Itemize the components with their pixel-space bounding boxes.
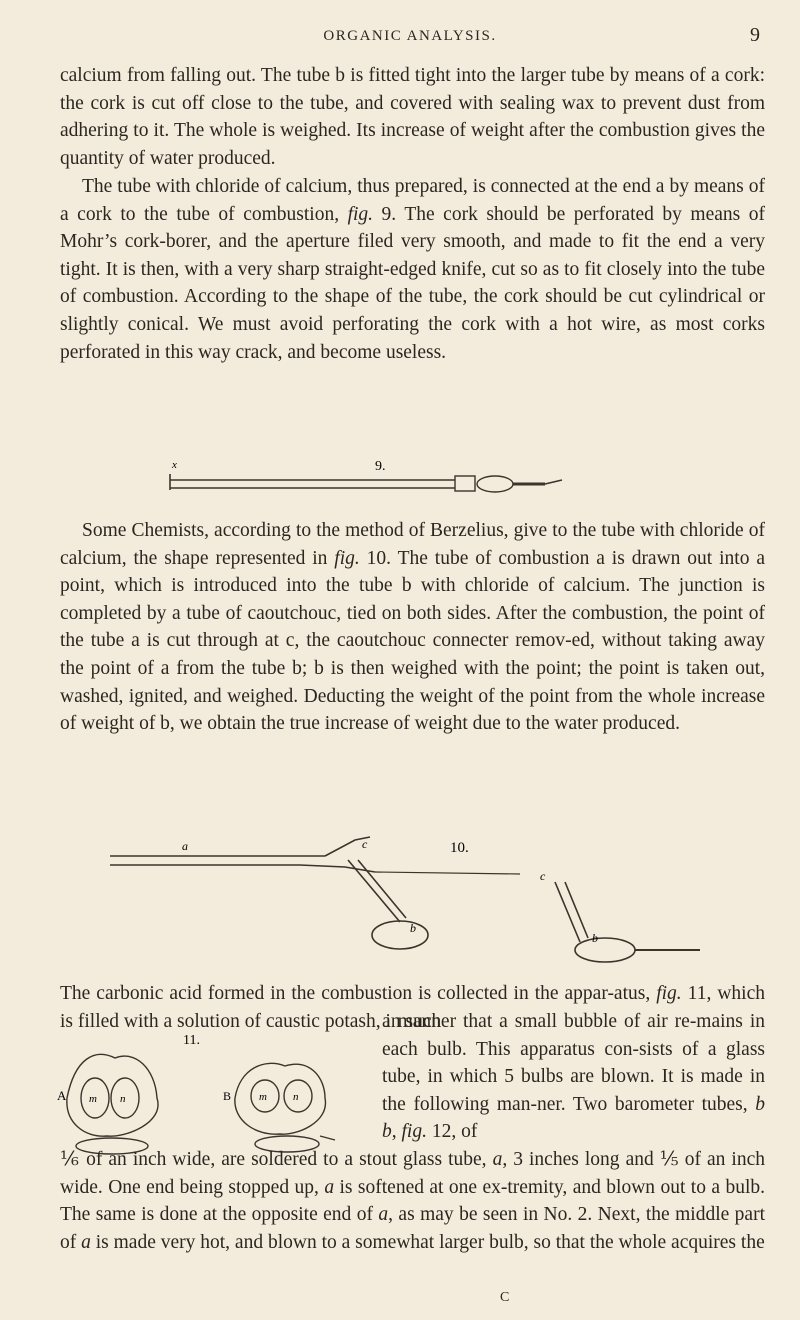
page-number: 9 (750, 24, 760, 46)
fig9-label-x: x (172, 459, 177, 471)
fig-reference: fig. (656, 983, 682, 1004)
page-header (60, 24, 760, 54)
fig9-outlet-tip (545, 480, 562, 484)
fig11-label-n2: n (293, 1091, 299, 1103)
fig11-label-m2: m (259, 1091, 267, 1103)
fig10-bulb-left (372, 921, 428, 949)
paragraph-3-text-b: 10. The tube of combustion a is drawn out into a point, which is introduced into the tube b with chloride of calcium. The junction is completed by a tube of caoutchouc, tied on both sides. After the combustion, the point of the tube a is cut through at c, the caoutchouc connecter remov-ed, without taking away the point of a from the tube b; b is then weighed with the point; the point is taken out, washed, ignited, and weighed. Deducting the weight of the point from the whole increase of weight of b, we obtain the true increase of weight due to the water produced. (60, 547, 765, 735)
fig10-tube-b-right (555, 882, 580, 942)
fig10-bulb-right (575, 938, 635, 962)
running-head: ORGANIC ANALYSIS. (323, 28, 497, 44)
paragraph-4-wrapped: a manner that a small bubble of air re-mains in each bulb. This apparatus con-sists of a glass tube, in which 5 bulbs are blown. It is made in the following man-ner. Two barometer tubes, b b, fig. 12, of (382, 1011, 765, 1143)
figure-9 (150, 458, 630, 498)
fig11-label-m1: m (89, 1093, 97, 1105)
paragraph-3 (60, 517, 765, 738)
paragraph-4-continued: ⅙ of an inch wide, are soldered to a stout glass tube, a, 3 inches long and ⅕ of an inch wide. One end being stopped up, a is softened at one ex-tremity, and blown out to a bulb. The same is done at the opposite end of a, as may be seen in No. 2. Next, the middle part of a is made very hot, and blown to a somewhat larger bulb, so that the whole acquires the (60, 1149, 766, 1253)
fig10-label-b1: b (410, 921, 416, 935)
fig10-label-b2: b (592, 931, 598, 945)
fig9-number: 9. (375, 459, 386, 474)
fig11-label-A: A (57, 1088, 67, 1103)
paragraph-2-text-a: The tube with chloride of calcium, thus prepared, is connected at the end a by means of a cork to the tube of combustion, (60, 176, 765, 225)
fig10-tube-b-right-inner (565, 882, 588, 938)
fig-reference: fig. (334, 547, 360, 569)
figure-10 (100, 832, 720, 967)
fig11-number: 11. (183, 1033, 200, 1048)
fig10-connector (375, 872, 520, 874)
paragraph-2-text-b: 9. The cork should be perforated by means of Mohr’s cork-borer, and the aperture filed very smooth, and made to fit the end a very tight. It is then, with a very sharp straight-edged knife, cut so as to fit closely into the tube of combustion. According to the shape of the tube, the cork should be cut cylindrical or slightly conical. We must avoid perforating the cork with a hot wire, as most corks perforated in this way crack, and become useless. (60, 203, 765, 363)
fig11-right-outlet (320, 1136, 335, 1140)
paragraph-3-text-a: Some Chemists, according to the method of Berzelius, give to the tube with chloride of calcium, the shape represented in (60, 520, 765, 569)
fig9-bulb (477, 476, 513, 492)
fig10-number: 10. (450, 840, 469, 856)
fig10-tube-b-left-inner (358, 860, 406, 918)
paragraph-4-intro: 11, which is filled with a solution of caustic potash, in such (60, 983, 765, 1032)
fig10-label-c1: c (362, 837, 368, 851)
fig9-cork (455, 476, 475, 491)
paragraph-2 (60, 173, 765, 366)
paragraph-4-text-a: The carbonic acid formed in the combustion is collected in the appar-atus, (60, 983, 657, 1004)
fig11-label-B: B (223, 1089, 232, 1103)
fig10-label-a: a (182, 839, 188, 853)
fig-reference: fig. (347, 203, 374, 225)
fig10-tube-b-left (348, 860, 400, 922)
fig10-label-c2: c (540, 869, 546, 883)
fig11-label-n1: n (120, 1093, 126, 1105)
paragraph-1: calcium from falling out. The tube b is fitted tight into the larger tube by means of a cork: the cork is cut off close to the tube, and covered with sealing wax to prevent dust from adhering to it. The whole is weighed. Its increase of weight after the combustion gives the quantity of water produced. (60, 65, 765, 169)
catchword: C (500, 1290, 510, 1305)
